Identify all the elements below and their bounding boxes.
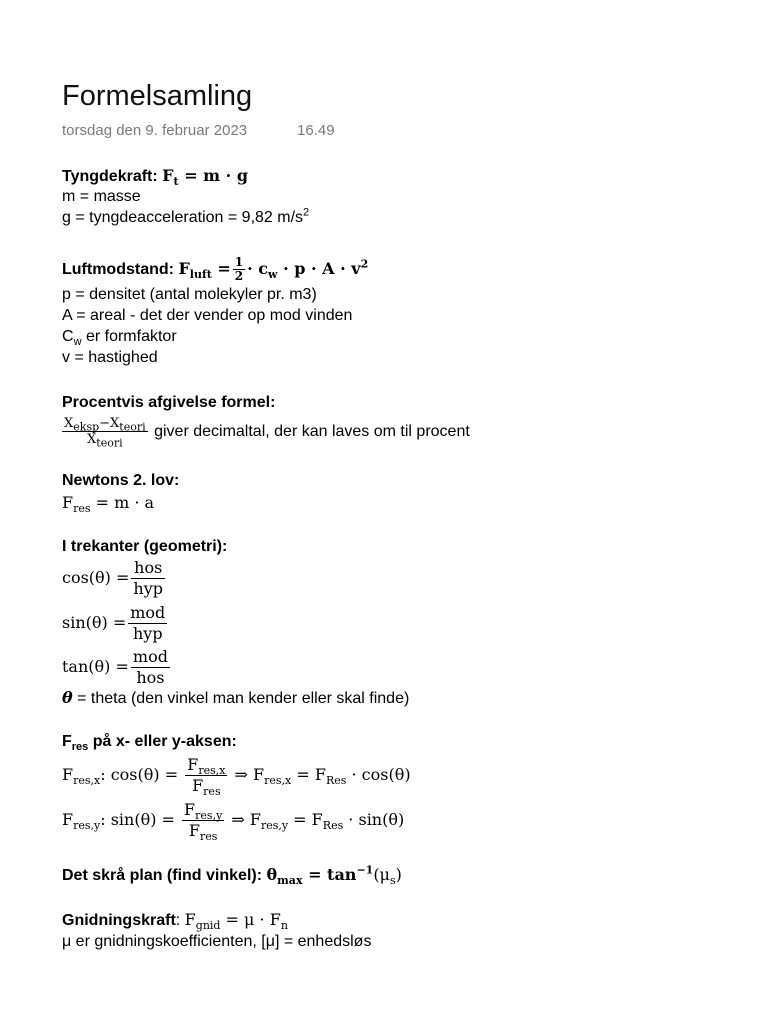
fres-x-formula: $F_{res,x}$: cos(θ) = $\frac{F_{res,x}}{F_{res}}$ ⇒ $F_{res,x} = F_{Res} \cdot \cos(\theta)$ [62,755,411,799]
luftmodstand-line-areal: A = areal - det der vender op mod vinden [62,307,353,324]
gnidning-line: Gnidningskraft: $F_{gnid} = \mu \cdot F_n$ [62,910,288,933]
tyngdekraft-line-masse: m = masse [62,188,141,205]
page-time: 16.49 [297,122,335,139]
fres-y-formula: $F_{res,y}$: sin(θ) = $\frac{F_{res,y}}{F_{res}}$ ⇒ $F_{res,y} = F_{Res} \cdot \sin(\theta)$ [62,800,405,844]
luftmodstand-line-formfaktor: $C_w$ er formfaktor [62,328,177,349]
luftmodstand-line-hastighed: v = hastighed [62,349,158,366]
luftmodstand-heading-line [62,252,368,287]
luftmodstand-line-densitet: p = densitet (antal molekyler pr. m3) [62,286,317,303]
gnidning-koefficient-line: μ er gnidningskoefficienten, [μ] = enhedsløs [62,933,372,950]
newton-formula: $F_{res} = m \cdot a$ [62,493,155,516]
skraa-plan-formula: $\theta_{max} = \tan^{-1}$ [266,863,374,888]
gnidning-formula: $F_{gnid} = \mu \cdot F_n$ [184,910,288,933]
luftmodstand-formula: $F_{luft}$ = $\frac{1}{2}$ · $c_w \cdot p \cdot A \cdot v^2$ [178,255,369,283]
procent-text: giver decimaltal, der kan laves om til procent [154,423,470,440]
luftmodstand-heading: Luftmodstand: [62,261,174,278]
page-title: Formelsamling [62,80,253,112]
trekant-tan-row: tan(θ) = $\frac{\text{mod}}{\text{hos}}$ [62,647,168,687]
trekant-sin-row: sin(θ) = $\frac{\text{mod}}{\text{hyp}}$ [62,603,166,643]
newton-heading: Newtons 2. lov: [62,472,180,489]
tyngdekraft-heading: Tyngdekraft: [62,168,158,185]
trekant-theta-line: θ = theta (den vinkel man kender eller skal finde) [62,688,410,707]
gnidning-heading: Gnidningskraft [62,912,176,929]
skraa-plan-line: Det skrå plan (find vinkel): $\theta_{max} = \tan^{-1}(\mu_s)$ [62,863,402,888]
page-date: torsdag den 9. februar 2023 [62,122,248,139]
trekant-cos-row: cos(θ) = $\frac{\text{hos}}{\text{hyp}}$ [62,558,164,598]
procent-fraction: $\frac{X_{eksp}-X_{teori}}{X_{teori}}$ [64,416,146,450]
trekant-heading: I trekanter (geometri): [62,538,228,555]
tyngdekraft-line-acceleration: g = tyngdeacceleration = 9,82 $m/s^2$ [62,206,310,226]
procent-formula-line [62,414,470,450]
skraa-plan-heading: Det skrå plan (find vinkel): [62,867,263,884]
fres-heading: $F_{res}$ på x- eller y-aksen: [62,733,237,754]
tyngdekraft-heading-line [62,166,248,187]
tyngdekraft-formula: $F_t = m \cdot g$ [162,166,249,189]
procent-heading: Procentvis afgivelse formel: [62,394,276,411]
